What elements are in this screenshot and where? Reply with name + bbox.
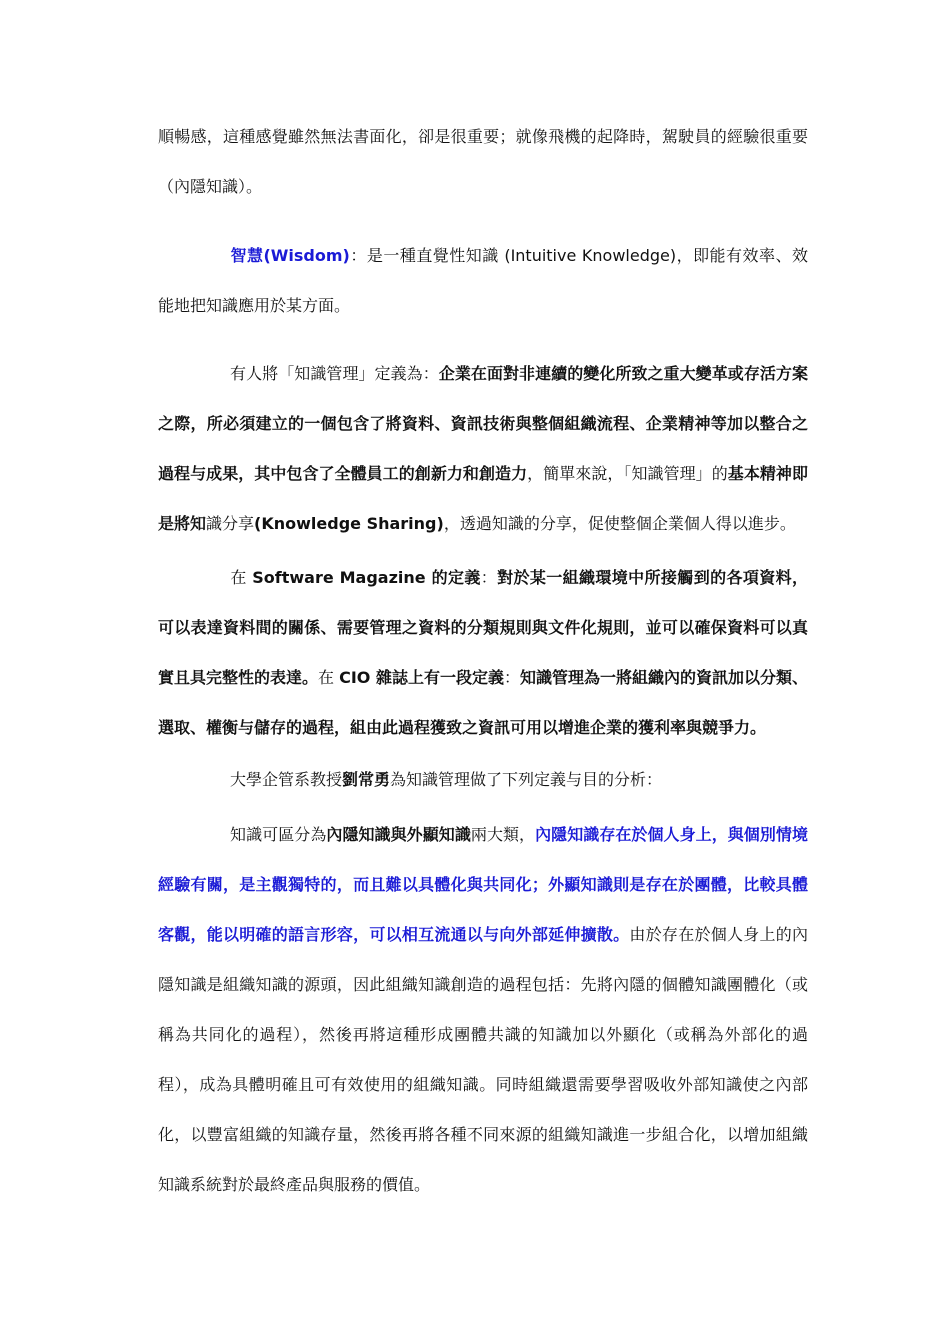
bold-text: 企業在面對非連續的變化所致之重大變革或存活方案之際，所必須建立的一個包含了將資料、資訊技術與整個組織流程、企業精神等加以整合之過程与成果，其中包含了全體員工的創新力和創造力 [158,364,808,483]
paragraph-wisdom [158,231,808,331]
blue-highlight-text: 內隱知識存在於個人身上，與個別情境經驗有關，是主觀獨特的，而且難以具體化與共同化；外顯知識則是存在於團體，比較具體客觀，能以明確的語言形容，可以相互流通以与向外部延伸擴散。 [158,825,808,944]
paragraph-text: ：是一種直覺性知識 (Intuitive Knowledge)，即能有效率、效能地把知識應用於某方面。 [158,246,808,315]
bold-text: 對於某一組織環境中所接觸到的各項資料，可以表達資料間的關係、需要管理之資料的分類規則與文件化規則，並可以確保資料可以真實且具完整性的表達。 [158,568,808,687]
paragraph-text: ： [503,668,520,687]
bold-text: 基本精神即是將知 [158,464,808,533]
term-wisdom: 智慧(Wisdom) [230,246,350,265]
bold-text: Software Magazine 的定義 [252,568,481,587]
paragraph-text: 順暢感，這種感覺雖然無法書面化，卻是很重要；就像飛機的起降時，駕駛員的經驗很重要（內隱知識）。 [158,127,808,196]
bold-text: 劉常勇 [342,770,391,789]
paragraph-text: 大學企管系教授 [230,770,343,789]
paragraph-text: 在 [230,568,253,587]
term-knowledge-sharing: (Knowledge Sharing) [254,514,444,533]
paragraph-professor [158,755,808,805]
paragraph-km-definition [158,349,808,549]
paragraph-text: 識分享 [206,514,255,533]
paragraph-text: ，簡單來說，「知識管理」的 [527,464,728,483]
paragraph-tacit-knowledge-end [158,112,808,212]
paragraph-text: 在 [318,668,340,687]
bold-text: CIO 雜誌上有一段定義 [339,668,504,687]
paragraph-text: ： [480,568,498,587]
paragraph-text: 知識可區分為 [230,825,327,844]
paragraph-tacit-explicit [158,810,808,1210]
paragraph-text: 有人將「知識管理」定義為： [230,364,439,383]
paragraph-text: 為知識管理做了下列定義与目的分析： [390,770,663,789]
paragraph-text: 由於存在於個人身上的內隱知識是組織知識的源頭，因此組織知識創造的過程包括：先將內隱的個體知識團體化（或稱為共同化的過程），然後再將這種形成團體共識的知識加以外顯化（或稱為外部化的過程），成為具體明確且可有效使用的組織知識。同時組織還需要學習吸收外部知識使之內部化，以豐富組織的知識存量，然後再將各種不同來源的組織知識進一步組合化，以增加組織知識系統對於最終產品與服務的價值。 [158,925,808,1194]
paragraph-text: 兩大類， [470,825,536,844]
bold-text: 知識管理為一將組織內的資訊加以分類、選取、權衡与儲存的過程，組由此過程獲致之資訊可用以增進企業的獲利率與競爭力。 [158,668,809,737]
paragraph-software-magazine [158,553,808,753]
bold-text: 內隱知識與外顯知識 [326,825,471,844]
paragraph-text: ，透過知識的分享，促使整個企業個人得以進步。 [443,514,796,533]
